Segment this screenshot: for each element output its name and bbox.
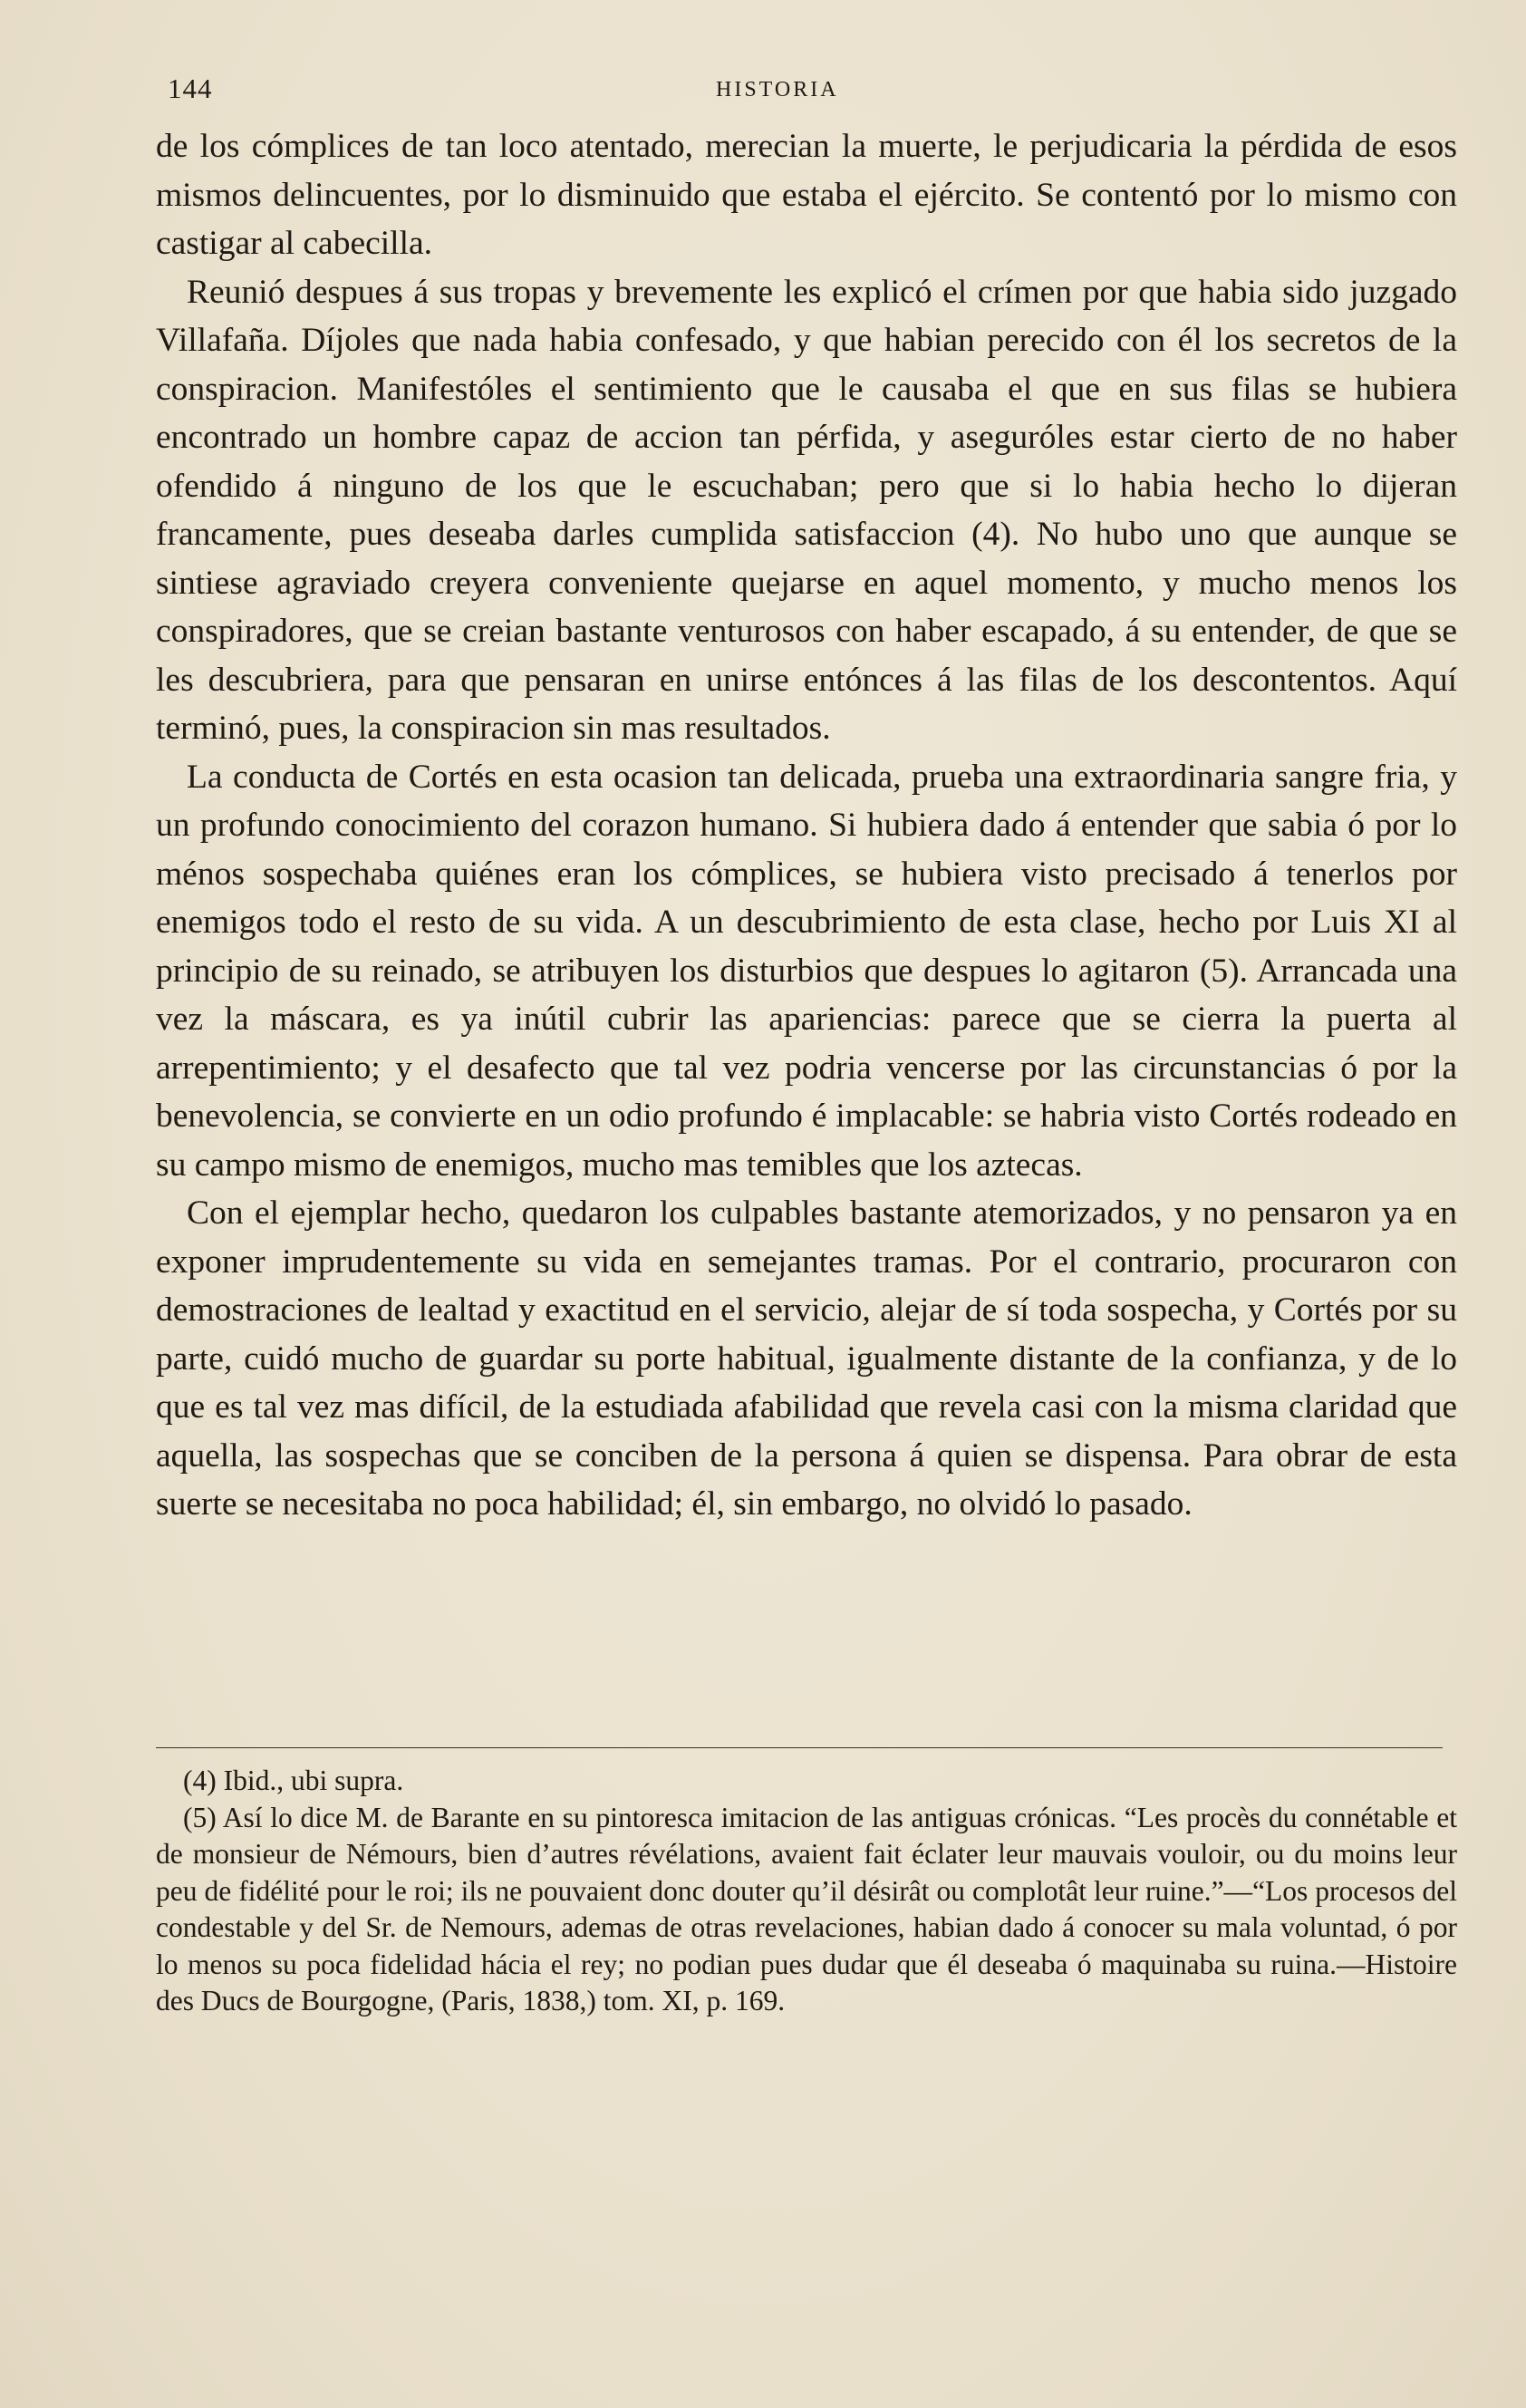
running-head: HISTORIA	[716, 78, 839, 102]
paragraph: La conducta de Cortés en esta ocasion tan delicada, prueba una extraordinaria sangre fria, y un profundo conocimiento del corazon humano. Si hubiera dado á entender que sabia ó por lo ménos sospechaba quiénes eran los cómplices, se hubiera visto precisado á tenerlos por enemigos todo el resto de su vida. A un descubrimiento de esta clase, hecho por Luis XI al principio de su reinado, se atribuyen los disturbios que despues lo agitaron (5). Arrancada una vez la máscara, es ya inútil cubrir las apariencias: parece que se cierra la puerta al arrepentimiento; y el desafecto que tal vez podria vencerse por las circunstancias ó por la benevolencia, se convierte en un odio profundo é implacable: se habria visto Cortés rodeado en su campo mismo de enemigos, mucho mas temibles que los aztecas.	[156, 758, 1457, 1184]
footnote-4: (4) Ibid., ubi supra.	[183, 1765, 404, 1796]
paragraph: Reunió despues á sus tropas y brevemente les explicó el crímen por que habia sido juzgado Villafaña. Díjoles que nada habia confesado, y que habian perecido con él los secretos de la conspiracion. Manifestóles el sentimiento que le causaba el que en sus filas se hubiera encontrado un hombre capaz de accion tan pérfida, y aseguróles estar cierto de no haber ofendido á ninguno de los que le escuchaban; pero que si lo habia hecho lo dijeran francamente, pues deseaba darles cumplida satisfaccion (4). No hubo uno que aunque se sintiese agraviado creyera conveniente quejarse en aquel momento, y mucho menos los conspiradores, que se creian bastante venturosos con haber escapado, á su entender, de que se les descubriera, para que pensaran en unirse entónces á las filas de los descontentos. Aquí terminó, pues, la conspiracion sin mas resultados.	[156, 273, 1457, 747]
paragraph: Con el ejemplar hecho, quedaron los culpables bastante atemorizados, y no pensaron ya en exponer imprudentemente su vida en semejantes tramas. Por el contrario, procuraron con demostraciones de lealtad y exactitud en el servicio, alejar de sí toda sospecha, y Cortés por su parte, cuidó mucho de guardar su porte habitual, igualmente distante de la confianza, y de lo que es tal vez mas difícil, de la estudiada afabilidad que revela casi con la misma claridad que aquella, las sospechas que se conciben de la persona á quien se dispensa. Para obrar de esta suerte se necesitaba no poca habilidad; él, sin embargo, no olvidó lo pasado.	[156, 1194, 1457, 1523]
main-text	[156, 122, 1457, 1529]
paragraph-continuation: de los cómplices de tan loco atentado, merecian la muerte, le perjudicaria la pérdida de esos mismos delincuentes, por lo disminuido que estaba el ejército. Se contentó por lo mismo con castigar al cabecilla.	[156, 128, 1457, 262]
footnotes	[156, 1763, 1457, 2020]
footnote-divider	[156, 1747, 1443, 1748]
page-number: 144	[168, 73, 213, 104]
page-header	[168, 63, 1454, 114]
footnote-5: (5) Así lo dice M. de Barante en su pintoresca imitacion de las antiguas crónicas. “Les procès du connétable et de monsieur de Némours, bien d’autres révélations, avaient fait éclater leur mauvais vouloir, ou du moins leur peu de fidélité pour le roi; ils ne pouvaient donc douter qu’il désirât ou complotât leur ruine.”—“Los procesos del condestable y del Sr. de Nemours, ademas de otras revelaciones, habian dado á conocer su mala voluntad, ó por lo menos su poca fidelidad hácia el rey; no podian pues dudar que él deseaba ó maquinaba su ruina.—Histoire des Ducs de Bourgogne, (Paris, 1838,) tom. XI, p. 169.	[156, 1801, 1457, 2016]
